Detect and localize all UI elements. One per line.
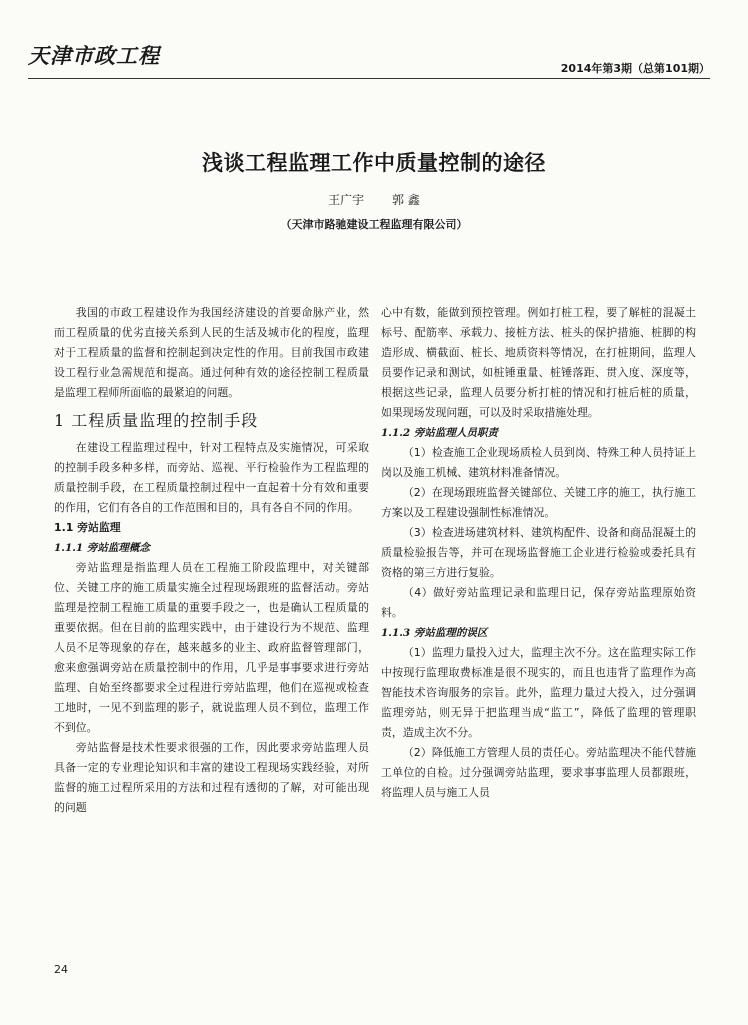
left-column (54, 303, 369, 818)
page-number: 24 (54, 963, 68, 976)
paragraph-1-1-1-a: 旁站监理是指监理人员在工程施工阶段监理中，对关键部位、关键工序的施工质量实施全过程现场跟班的监督活动。旁站监理是控制工程施工质量的重要手段之一，也是确认工程质量的重要依据。但在目前的监理实践中，由于建设行为不规范、监理人员不足等现象的存在，越来越多的业主、政府监督管理部门，愈来愈强调旁站在质量控制中的作用，几乎是事事要求进行旁站监理、自始至终都要求全过程进行旁站监理，他们在巡视或检查工地时，一见不到监理的影子，就说监理人员不到位，监理工作不到位。 (54, 561, 369, 734)
author-1: 王广宇 (328, 193, 365, 207)
duty-item-1: （1）检查施工企业现场质检人员到岗、特殊工种人员持证上岗以及施工机械、建筑材料准备情况。 (381, 446, 696, 479)
misconception-item-2: （2）降低施工方管理人员的责任心。旁站监理决不能代替施工单位的自检。过分强调旁站监理，要求事事监理人员都跟班，将监理人员与施工人员 (381, 746, 696, 799)
duty-item-3: （3）检查进场建筑材料、建筑构配件、设备和商品混凝土的质量检验报告等，并可在现场监督施工企业进行检验或委托具有资格的第三方进行复验。 (381, 526, 696, 579)
article-title: 浅谈工程监理工作中质量控制的途径 (202, 151, 546, 175)
subsubsection-heading-1-1-3: 1.1.3 旁站监理的误区 (381, 627, 488, 639)
paragraph-1-1-1-b: 旁站监督是技术性要求很强的工作，因此要求旁站监理人员具备一定的专业理论知识和丰富的建设工程现场实践经验，对所监督的施工过程所采用的方法和过程有透彻的了解，对可能出现的问题 (54, 741, 369, 814)
duty-item-2: （2）在现场跟班监督关键部位、关键工序的施工，执行施工方案以及工程建设强制性标准情况。 (381, 486, 696, 519)
intro-paragraph: 我国的市政工程建设作为我国经济建设的首要命脉产业，然而工程质量的优劣直接关系到人民的生活及城市化的程度，监理对于工程质量的监督和控制起到决定性的作用。目前我国市政建设工程行业急需规范和提高。通过何种有效的途径控制工程质量是监理工程师所面临的最紧迫的问题。 (54, 306, 369, 399)
misconception-item-1: （1）监理力量投入过大，监理主次不分。这在监理实际工作中按现行监理取费标准是很不现实的，而且也违背了监理作为高智能技术咨询服务的宗旨。此外，监理力量过大投入，过分强调监理旁站，则无异于把监理当成“监工”，降低了监理的管理职责，造成主次不分。 (381, 646, 696, 739)
issue-info: 2014年第3期（总第101期） (560, 62, 710, 75)
article-authors (0, 191, 748, 208)
duty-item-4: （4）做好旁站监理记录和监理日记，保存旁站监理原始资料。 (381, 586, 696, 619)
subsection-heading-1-1: 1.1 旁站监理 (54, 521, 121, 534)
section-1-paragraph: 在建设工程监理过程中，针对工程特点及实施情况，可采取的控制手段多种多样，而旁站、巡视、平行检验作为工程监理的质量控制手段，在工程质量控制过程中一直起着十分有效和重要的作用，它们有各自的工作范围和目的，具有各自不同的作用。 (54, 441, 369, 514)
article-affiliation: （天津市路驰建设工程监理有限公司） (280, 218, 468, 231)
author-2: 郭 鑫 (392, 193, 420, 207)
subsubsection-heading-1-1-1: 1.1.1 旁站监理概念 (54, 542, 150, 554)
header-divider (28, 78, 710, 79)
journal-logo: 天津市政工程 (28, 43, 160, 68)
paragraph-continued: 心中有数，能做到预控管理。例如打桩工程，要了解桩的混凝土标号、配筋率、承载力、接桩方法、桩头的保护措施、桩脚的构造形成、横截面、桩长、地质资料等情况，在打桩期间，监理人员要作记录和测试，如桩锤重量、桩锤落距、贯入度、深度等，根据这些记录，监理人员要分析打桩的情况和打桩后桩的质量，如果现场发现问题，可以及时采取措施处理。 (381, 306, 696, 419)
section-heading-1: 1 工程质量监理的控制手段 (54, 411, 259, 430)
subsubsection-heading-1-1-2: 1.1.2 旁站监理人员职责 (381, 427, 498, 439)
right-column (381, 303, 696, 803)
